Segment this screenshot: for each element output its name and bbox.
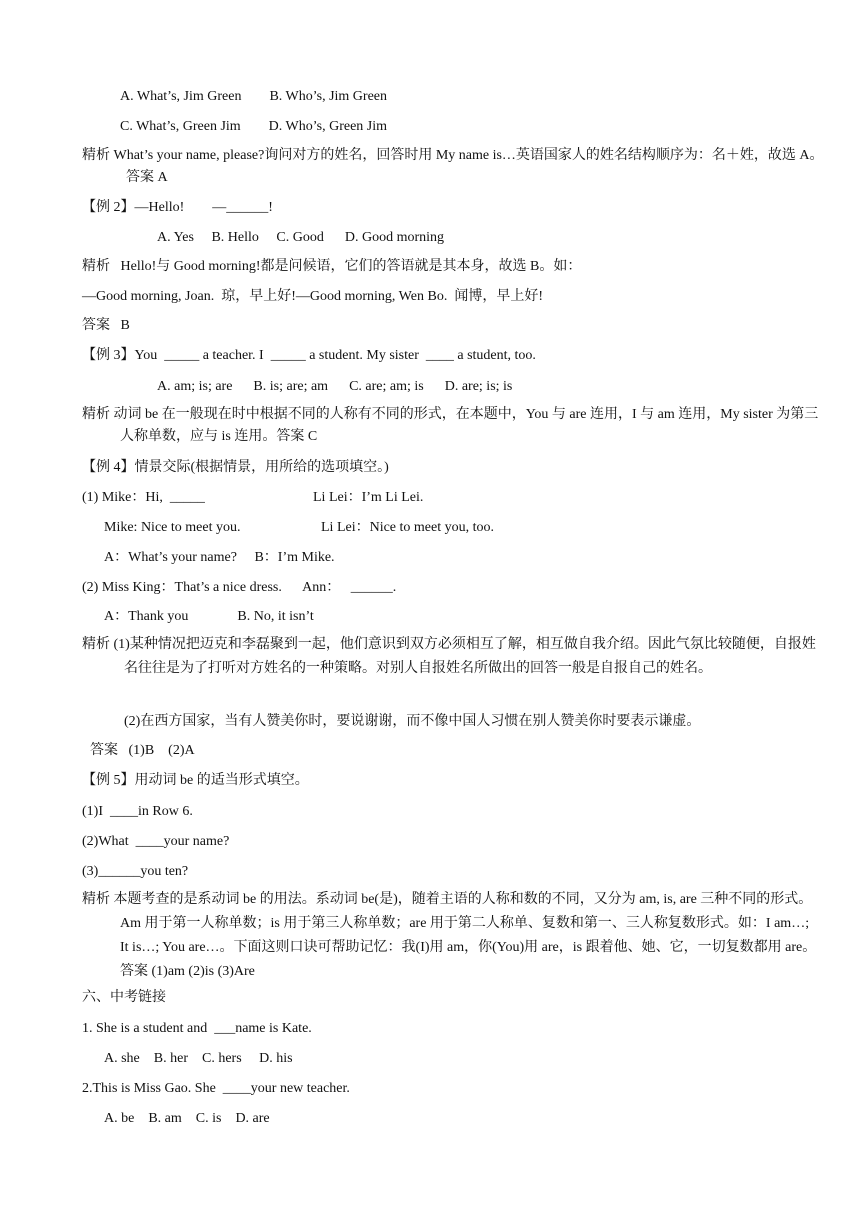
- dialogue-1-lilei: Li Lei：I’m Li Lei.: [313, 490, 424, 505]
- analysis-3: 精析 动词 be 在一般现在时中根据不同的人称有不同的形式，在本题中，You 与 are 连用，I 与 am 连用，My sister 为第三人称单数，应与 is 连用。答案 C: [82, 407, 819, 444]
- example-5-q3: (3)______you ten?: [82, 864, 189, 879]
- exam-question-1: 1. She is a student and ___name is Kate.: [82, 1021, 312, 1036]
- example-4-heading: 【例 4】情景交际(根据情景，用所给的选项填空。): [82, 460, 389, 475]
- options-line-2: C. What’s, Green Jim D. Who’s, Green Jim: [120, 119, 388, 134]
- example-5-q2: (2)What ____your name?: [82, 834, 230, 849]
- analysis-4-part-1: 精析 (1)某种情况把迈克和李磊聚到一起，他们意识到双方必须相互了解，相互做自我介绍。因此气氛比较随便，自报姓名往往是为了打听对方姓名的一种策略。对别人自报姓名所做出的回答一般是自报自己的姓名。: [82, 637, 816, 676]
- exam-question-2: 2.This is Miss Gao. She ____your new teacher.: [82, 1081, 350, 1096]
- section-6-heading: 六、中考链接: [82, 990, 166, 1005]
- dialogue-1-mike-2: Mike: Nice to meet you.: [104, 520, 241, 535]
- example-2-options: A. Yes B. Hello C. Good D. Good morning: [157, 230, 445, 245]
- exam-question-1-options: A. she B. her C. hers D. his: [104, 1051, 293, 1066]
- exam-question-2-options: A. be B. am C. is D. are: [104, 1111, 270, 1126]
- analysis-5: 精析 本题考查的是系动词 be 的用法。系动词 be(是)，随着主语的人称和数的不同，又分为 am, is, are 三种不同的形式。Am 用于第一人称单数；is 用于第三人称单数；are 用于第二人称单、复数和第一、三人称复数形式。如：I am…; It is…; You are…。下面这则口诀可帮助记忆：我(I)用 am，你(You)用 are，is 跟着他、她、它，一切复数都用 are。答案 (1)am (2)is (3)Are: [82, 892, 817, 979]
- example-3-options: A. am; is; are B. is; are; am C. are; am; is D. are; is; is: [157, 379, 513, 394]
- analysis-2-example: —Good morning, Joan. 琼，早上好!—Good morning, Wen Bo. 闻博，早上好!: [82, 289, 543, 304]
- answer-2: 答案 B: [82, 318, 130, 333]
- options-line-1: A. What’s, Jim Green B. Who’s, Jim Green: [120, 89, 388, 104]
- example-3-question: 【例 3】You _____ a teacher. I _____ a student. My sister ____ a student, too.: [82, 348, 536, 363]
- dialogue-1-options: A：What’s your name? B：I’m Mike.: [104, 550, 335, 565]
- example-5-heading: 【例 5】用动词 be 的适当形式填空。: [82, 773, 309, 788]
- analysis-2: 精析 Hello!与 Good morning!都是问候语，它们的答语就是其本身，故选 B。如：: [82, 259, 582, 274]
- analysis-1: 精析 What’s your name, please?询问对方的姓名，回答时用 My name is…英语国家人的姓名结构顺序为：名＋姓，故选 A。 答案 A: [82, 148, 824, 185]
- example-5-q1: (1)I ____in Row 6.: [82, 804, 193, 819]
- dialogue-1-mike: (1) Mike：Hi, _____: [82, 490, 205, 505]
- analysis-4-part-2: (2)在西方国家，当有人赞美你时，要说谢谢，而不像中国人习惯在别人赞美你时要表示谦虚。: [124, 714, 701, 729]
- answer-4: 答案 (1)B (2)A: [90, 743, 195, 758]
- dialogue-1-lilei-2: Li Lei：Nice to meet you, too.: [321, 520, 495, 535]
- example-2-question: 【例 2】—Hello! —______!: [82, 200, 273, 215]
- dialogue-2: (2) Miss King：That’s a nice dress. Ann： ______.: [82, 580, 397, 595]
- dialogue-2-options: A：Thank you B. No, it isn’t: [104, 609, 314, 624]
